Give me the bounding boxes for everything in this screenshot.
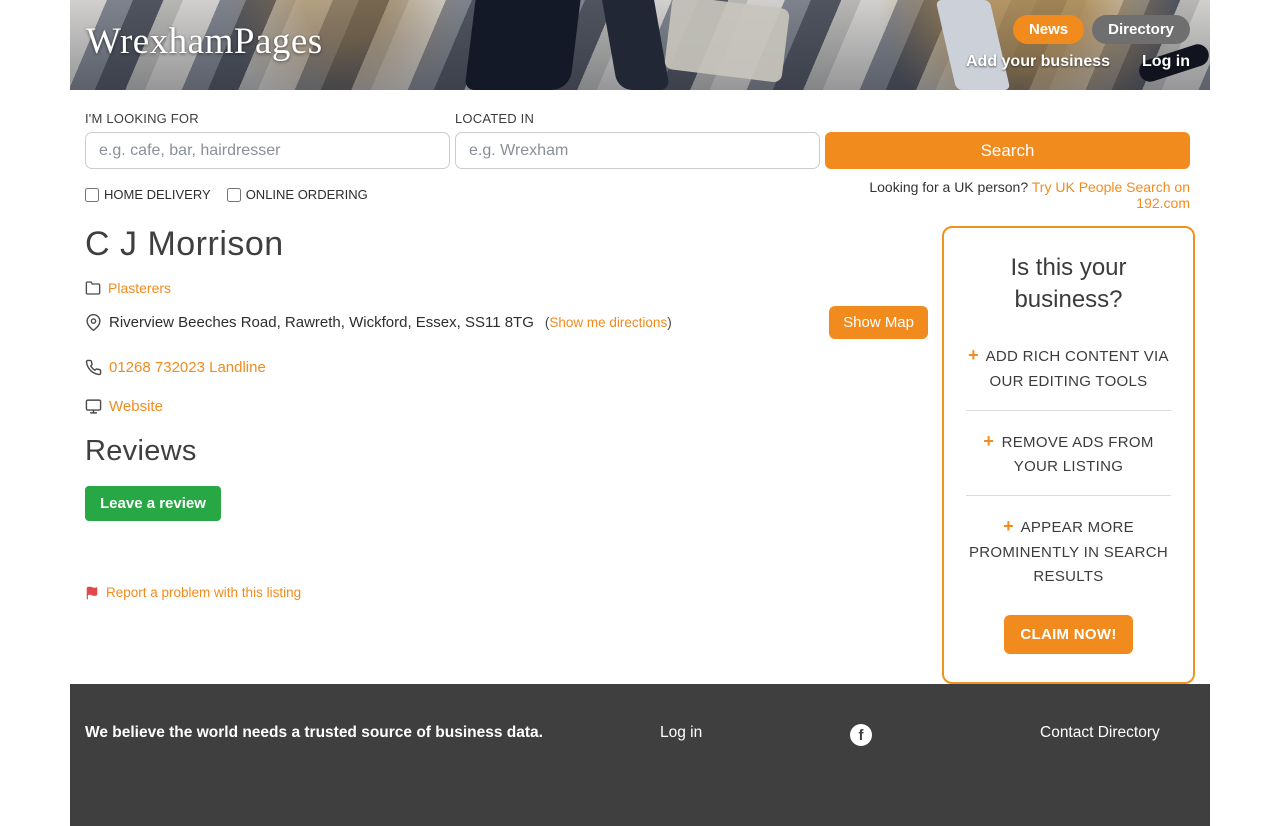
people-search-link[interactable]: Try UK People Search on 192.com	[1031, 179, 1190, 211]
header-banner	[70, 0, 1210, 90]
business-name: C J Morrison	[85, 225, 284, 263]
address-text: Riverview Beeches Road, Rawreth, Wickford, Essex, SS11 8TG	[109, 314, 534, 331]
phone-row	[85, 359, 928, 376]
people-search	[825, 179, 1190, 211]
claim-benefit-text: APPEAR MORE PROMINENTLY IN SEARCH RESULTS	[968, 519, 1169, 586]
directions-close-paren: )	[667, 315, 672, 330]
website-row	[85, 398, 928, 415]
card-divider	[966, 410, 1171, 411]
footer-contact-directory-link[interactable]: Contact Directory	[1040, 724, 1160, 742]
home-delivery-label: HOME DELIVERY	[104, 187, 211, 202]
phone-icon	[85, 359, 102, 376]
main-content	[70, 211, 1210, 684]
search-spacer	[825, 111, 1190, 126]
nav-directory-button[interactable]: Directory	[1092, 15, 1190, 44]
search-input[interactable]	[85, 132, 450, 169]
search-section	[70, 90, 1210, 211]
plus-icon: +	[968, 344, 979, 365]
facebook-icon[interactable]: f	[850, 724, 872, 746]
card-divider	[966, 495, 1171, 496]
home-delivery-filter[interactable]	[85, 187, 211, 202]
claim-benefit	[958, 427, 1179, 480]
claim-business-card	[942, 226, 1195, 684]
claim-benefit	[958, 341, 1179, 394]
plus-icon: +	[983, 430, 995, 451]
reviews-heading: Reviews	[85, 435, 197, 467]
claim-now-button[interactable]: CLAIM NOW!	[1004, 615, 1132, 654]
online-ordering-checkbox[interactable]	[227, 188, 241, 202]
header-links	[966, 53, 1190, 71]
online-ordering-filter[interactable]	[227, 187, 368, 202]
claim-benefit-text: ADD RICH CONTENT VIA OUR EDITING TOOLS	[985, 347, 1169, 390]
search-button[interactable]: Search	[825, 132, 1190, 169]
website-link[interactable]: Website	[109, 398, 163, 415]
category-link[interactable]: Plasterers	[108, 280, 172, 296]
claim-benefit-text: REMOVE ADS FROM YOUR LISTING	[1001, 433, 1154, 476]
address-block	[85, 314, 672, 331]
directions-open-paren: (	[544, 315, 550, 330]
listing-details	[85, 211, 942, 600]
location-pin-icon	[85, 314, 102, 331]
page-container	[70, 0, 1210, 826]
location-input[interactable]	[455, 132, 820, 169]
footer-log-in-link[interactable]: Log in	[660, 724, 703, 742]
show-map-button[interactable]: Show Map	[829, 306, 928, 339]
log-in-link[interactable]: Log in	[1142, 53, 1190, 70]
home-delivery-checkbox[interactable]	[85, 188, 99, 202]
report-problem-link[interactable]: Report a problem with this listing	[106, 585, 302, 600]
website-monitor-icon	[85, 398, 102, 415]
site-logo[interactable]: WrexhamPages	[86, 21, 323, 62]
phone-link[interactable]: 01268 732023 Landline	[109, 359, 266, 376]
people-search-prompt: Looking for a UK person?	[869, 179, 1029, 195]
flag-icon	[85, 586, 99, 600]
looking-for-label: I'M LOOKING FOR	[85, 111, 199, 126]
report-row	[85, 585, 928, 600]
footer-contact-col	[1040, 724, 1195, 742]
online-ordering-label: ONLINE ORDERING	[245, 187, 368, 202]
directions-wrap	[545, 315, 672, 330]
nav-pills	[966, 15, 1190, 44]
page-footer	[70, 684, 1210, 826]
claim-card-title: Is this your business?	[1010, 254, 1127, 314]
claim-benefit	[958, 512, 1179, 589]
search-filters	[85, 178, 820, 211]
footer-social-col	[850, 724, 1040, 746]
header-content	[70, 0, 1210, 90]
plus-icon: +	[1003, 516, 1014, 537]
footer-tagline: We believe the world needs a trusted source of business data.	[85, 724, 543, 742]
nav-news-button[interactable]: News	[1013, 15, 1084, 44]
add-your-business-link[interactable]: Add your business	[965, 53, 1111, 70]
header-nav	[966, 0, 1210, 90]
show-directions-link[interactable]: Show me directions	[549, 315, 668, 330]
footer-login-col	[660, 724, 850, 742]
leave-review-button[interactable]: Leave a review	[85, 486, 221, 521]
located-in-label: LOCATED IN	[455, 111, 535, 126]
address-row	[85, 306, 928, 339]
folder-icon	[85, 280, 101, 296]
category-row	[85, 280, 928, 296]
